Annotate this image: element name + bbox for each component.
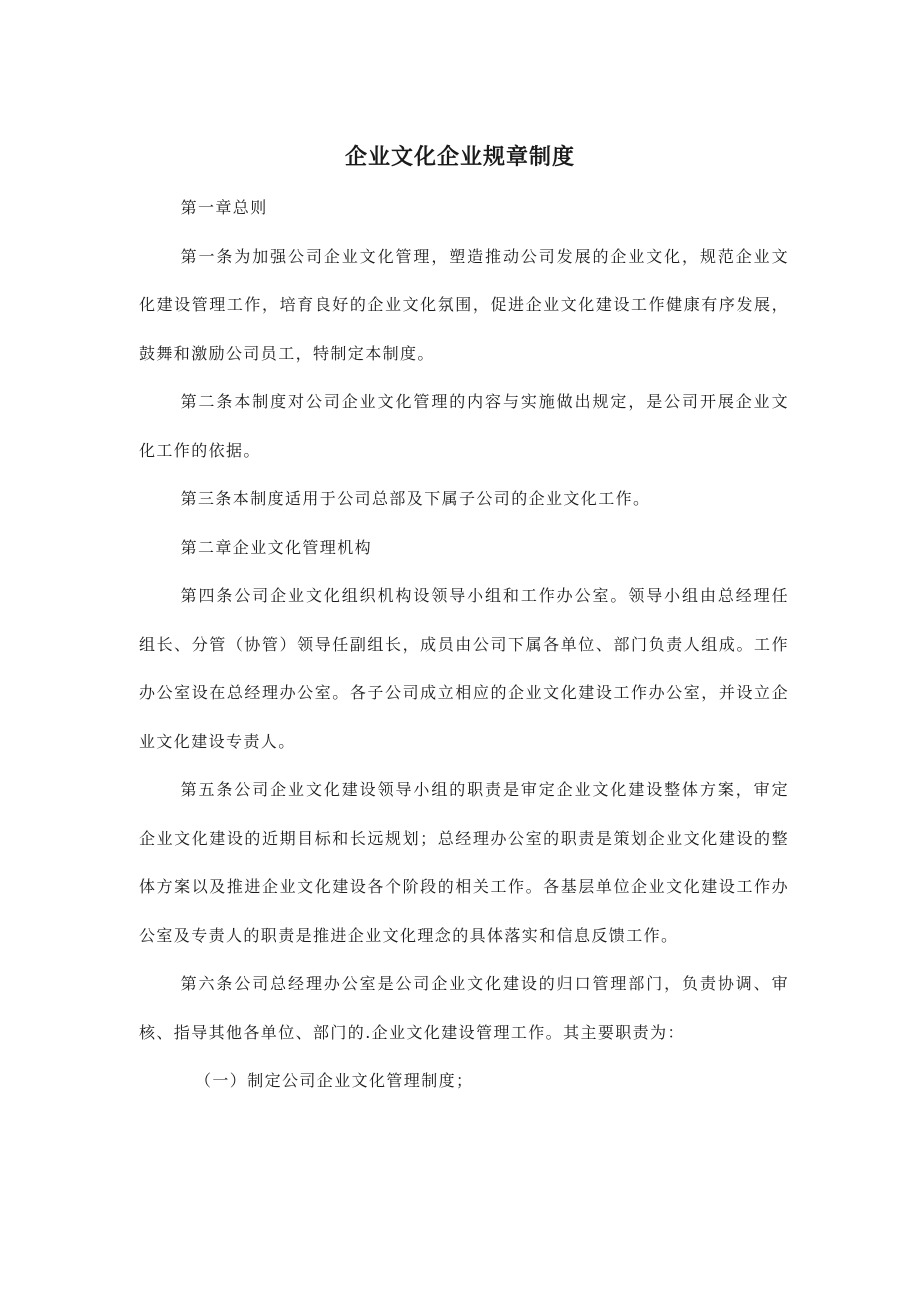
article-paragraph: 第一条为加强公司企业文化管理，塑造推动公司发展的企业文化，规范企业文化建设管理工作，培育良好的企业文化氛围，促进企业文化建设工作健康有序发展，鼓舞和激励公司员工，特制定本制度。 — [139, 246, 789, 363]
article-paragraph: 第四条公司企业文化组织机构设领导小组和工作办公室。领导小组由总经理任组长、分管（协管）领导任副组长，成员由公司下属各单位、部门负责人组成。工作办公室设在总经理办公室。各子公司成立相应的企业文化建设工作办公室，并设立企业文化建设专责人。 — [139, 586, 789, 751]
article-paragraph: 第五条公司企业文化建设领导小组的职责是审定企业文化建设整体方案，审定企业文化建设的近期目标和长远规划；总经理办公室的职责是策划企业文化建设的整体方案以及推进企业文化建设各个阶段的相关工作。各基层单位企业文化建设工作办公室及专责人的职责是推进企业文化理念的具体落实和信息反馈工作。 — [139, 780, 789, 945]
list-item: （一）制定公司企业文化管理制度； — [195, 1071, 474, 1090]
chapter-heading: 第二章企业文化管理机构 — [180, 537, 372, 557]
document-title: 企业文化企业规章制度 — [344, 145, 575, 170]
article-paragraph: 第二条本制度对公司企业文化管理的内容与实施做出规定，是公司开展企业文化工作的依据。 — [139, 392, 789, 460]
chapter-heading: 第一章总则 — [180, 198, 268, 217]
article-paragraph: 第六条公司总经理办公室是公司企业文化建设的归口管理部门，负责协调、审核、指导其他各单位、部门的.企业文化建设管理工作。其主要职责为： — [139, 974, 789, 1042]
document-body — [139, 184, 789, 1106]
article-paragraph: 第三条本制度适用于公司总部及下属子公司的企业文化工作。 — [180, 489, 651, 508]
